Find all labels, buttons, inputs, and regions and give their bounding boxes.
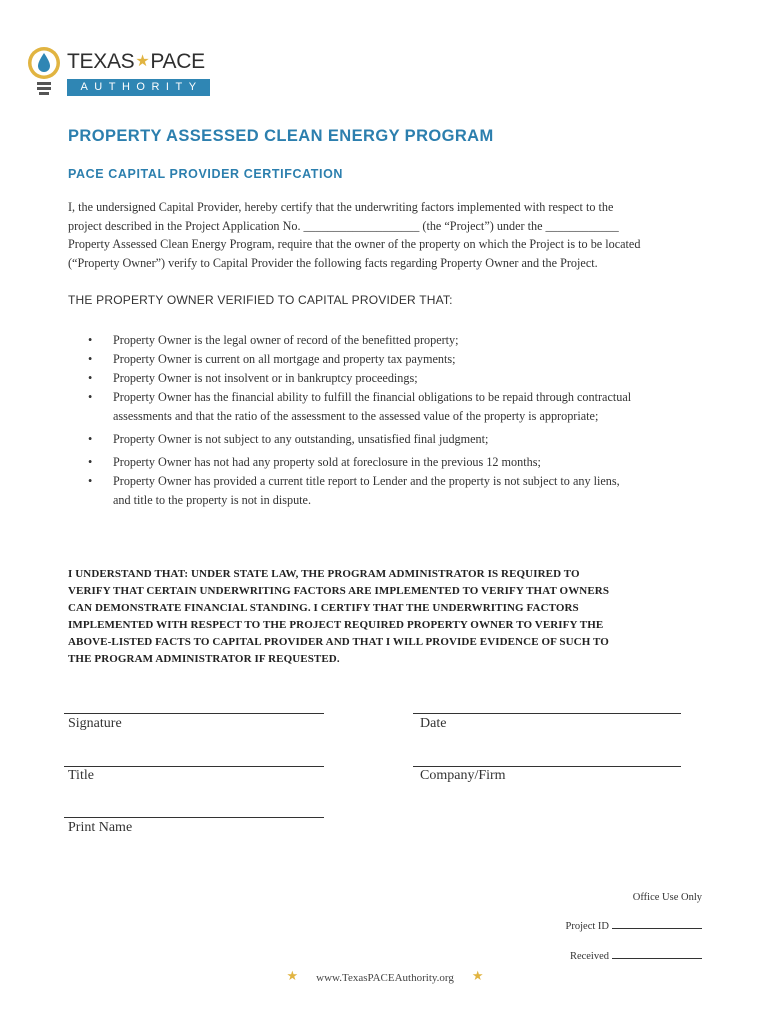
received-label: Received bbox=[569, 951, 609, 962]
page-subtitle: PACE CAPITAL PROVIDER CERTIFCATION bbox=[68, 167, 344, 181]
list-item bbox=[88, 369, 708, 388]
intro-line: I, the undersigned Capital Provider, hereby certify that the underwriting factors implemented with respect to the bbox=[68, 200, 614, 214]
list-item bbox=[88, 472, 708, 510]
received-field[interactable] bbox=[612, 950, 702, 959]
list-item-text: Property Owner is not insolvent or in bankruptcy proceedings; bbox=[113, 371, 418, 385]
intro-line: project described in the Project Application No. ___________________ (the “Project”) under the ____________ bbox=[68, 218, 619, 233]
received-row bbox=[570, 950, 702, 962]
list-item-text: Property Owner is current on all mortgage and property tax payments; bbox=[113, 352, 456, 366]
list-item-text: Property Owner is the legal owner of record of the benefitted property; bbox=[113, 333, 459, 347]
certification-line: ABOVE-LISTED FACTS TO CAPITAL PROVIDER AND THAT I WILL PROVIDE EVIDENCE OF SUCH TO bbox=[68, 636, 609, 648]
logo-name-right: PACE bbox=[150, 50, 205, 73]
project-id-row bbox=[566, 920, 702, 932]
footer bbox=[0, 969, 770, 985]
logo-wordmark bbox=[67, 50, 205, 74]
intro-paragraph bbox=[68, 198, 708, 273]
intro-line: Property Assessed Clean Energy Program, require that the owner of the property on which the Project is to be located bbox=[68, 237, 641, 252]
list-item bbox=[88, 453, 708, 472]
verification-list bbox=[88, 331, 708, 510]
company-field[interactable] bbox=[413, 766, 681, 767]
list-item bbox=[88, 331, 708, 350]
footer-url[interactable]: www.TexasPACEAuthority.org bbox=[316, 972, 454, 984]
certification-line: IMPLEMENTED WITH RESPECT TO THE PROJECT REQUIRED PROPERTY OWNER TO VERIFY THE bbox=[68, 619, 604, 631]
bullet-icon: • bbox=[88, 474, 93, 488]
list-item-text: assessments and that the ratio of the assessment to the assessed value of the property is appropriate; bbox=[113, 409, 599, 423]
title-label: Title bbox=[68, 768, 94, 783]
list-item-text: Property Owner is not subject to any outstanding, unsatisfied final judgment; bbox=[113, 432, 489, 446]
page-title: PROPERTY ASSESSED CLEAN ENERGY PROGRAM bbox=[68, 127, 494, 145]
project-id-field[interactable] bbox=[612, 920, 702, 929]
date-field[interactable] bbox=[413, 713, 681, 714]
star-icon: ★ bbox=[286, 968, 299, 983]
logo-name-left: TEXAS bbox=[67, 50, 135, 73]
bullet-icon: • bbox=[88, 455, 93, 469]
bullet-icon: • bbox=[88, 432, 93, 446]
logo-subtitle: AUTHORITY bbox=[67, 79, 210, 96]
list-item-text: Property Owner has the financial ability to fulfill the financial obligations to be repaid through contractual bbox=[113, 390, 632, 404]
list-item bbox=[88, 388, 708, 426]
list-item bbox=[88, 350, 708, 369]
lightbulb-icon bbox=[27, 44, 63, 102]
certification-line: I UNDERSTAND THAT: UNDER STATE LAW, THE PROGRAM ADMINISTRATOR IS REQUIRED TO bbox=[68, 568, 580, 580]
logo bbox=[27, 44, 217, 102]
print-name-label: Print Name bbox=[68, 820, 133, 835]
office-use-heading: Office Use Only bbox=[632, 892, 702, 903]
certification-line: THE PROGRAM ADMINISTRATOR IF REQUESTED. bbox=[68, 653, 340, 665]
list-item-text: and title to the property is not in dispute. bbox=[113, 493, 312, 507]
signature-label: Signature bbox=[68, 716, 122, 731]
date-label: Date bbox=[420, 716, 447, 731]
certification-statement bbox=[68, 566, 708, 668]
bullet-icon: • bbox=[88, 333, 93, 347]
project-id-label: Project ID bbox=[565, 921, 609, 932]
bullet-icon: • bbox=[88, 390, 93, 404]
verified-heading: THE PROPERTY OWNER VERIFIED TO CAPITAL PROVIDER THAT: bbox=[68, 293, 453, 307]
certification-line: VERIFY THAT CERTAIN UNDERWRITING FACTORS ARE IMPLEMENTED TO VERIFY THAT OWNERS bbox=[68, 585, 610, 597]
list-item-text: Property Owner has not had any property sold at foreclosure in the previous 12 months; bbox=[113, 455, 541, 469]
company-label: Company/Firm bbox=[420, 768, 506, 783]
star-icon: ★ bbox=[471, 968, 484, 983]
bullet-icon: • bbox=[88, 352, 93, 366]
list-item bbox=[88, 430, 708, 449]
intro-line: (“Property Owner”) verify to Capital Provider the following facts regarding Property Owner and the Project. bbox=[68, 256, 598, 271]
print-name-field[interactable] bbox=[64, 817, 324, 818]
list-item-text: Property Owner has provided a current title report to Lender and the property is not subject to any liens, bbox=[113, 474, 620, 488]
star-icon: ★ bbox=[135, 53, 150, 70]
bullet-icon: • bbox=[88, 371, 93, 385]
signature-field[interactable] bbox=[64, 713, 324, 714]
title-field[interactable] bbox=[64, 766, 324, 767]
certification-line: CAN DEMONSTRATE FINANCIAL STANDING. I CERTIFY THAT THE UNDERWRITING FACTORS bbox=[68, 602, 579, 614]
